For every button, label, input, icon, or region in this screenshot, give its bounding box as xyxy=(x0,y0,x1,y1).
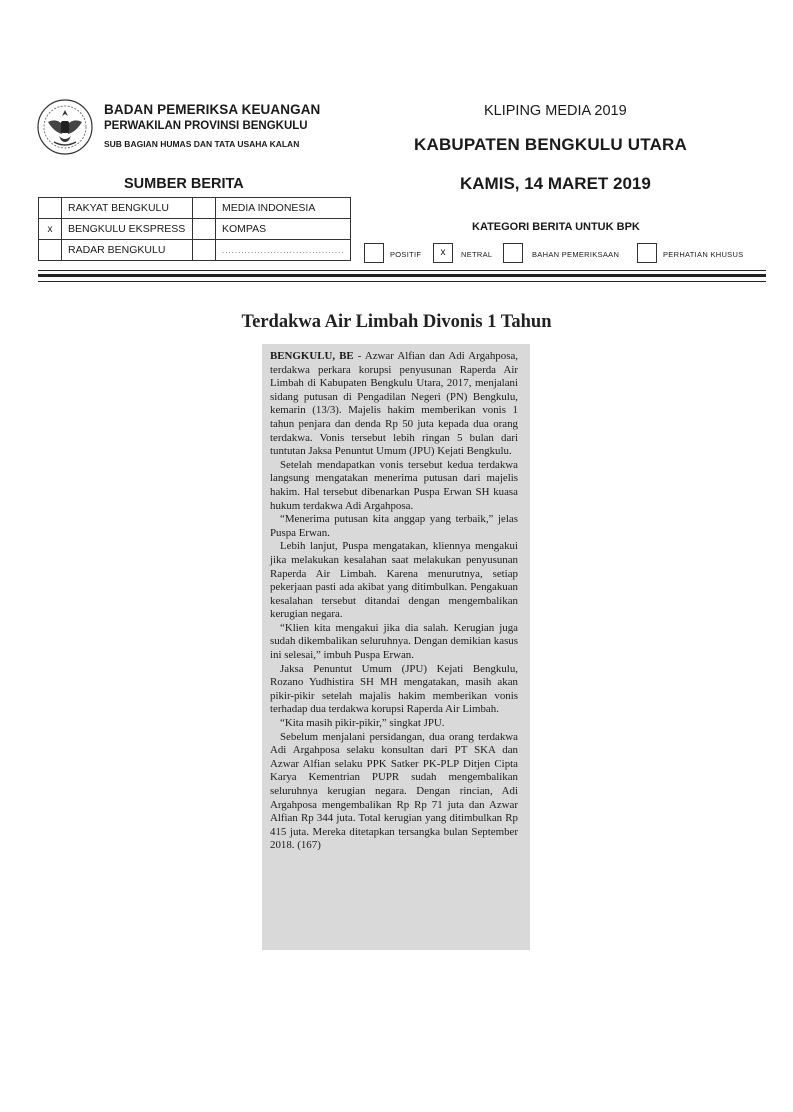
source-name: KOMPAS xyxy=(216,219,351,240)
source-row xyxy=(39,219,351,240)
kliping-title: KLIPING MEDIA 2019 xyxy=(484,103,627,119)
source-mark xyxy=(39,198,62,219)
source-name: ...................................... xyxy=(216,240,351,261)
source-row xyxy=(39,240,351,261)
source-title: SUMBER BERITA xyxy=(124,176,244,192)
source-name: BENGKULU EKSPRESS xyxy=(62,219,193,240)
category-checkbox-bahan xyxy=(503,243,523,263)
divider xyxy=(38,281,766,282)
article-dateline: BENGKULU, BE xyxy=(270,350,354,362)
category-label: NETRAL xyxy=(461,250,493,259)
category-checkbox-netral: x xyxy=(433,243,453,263)
source-mark xyxy=(193,198,216,219)
source-mark xyxy=(39,240,62,261)
source-table xyxy=(38,197,351,261)
article-paragraph: BENGKULU, BE - Azwar Alfian dan Adi Argahposa, terdakwa perkara korupsi penyusunan Raperda Air Limbah di Kabupaten Bengkulu Utara, 2017, menjalani sidang putusan di Pengadilan Negeri (PN) Bengkulu, kemarin (13/3). Majelis hakim memberikan vonis 1 tahun penjara dan denda Rp 50 juta kepada dua orang terdakwa. Vonis tersebut lebih ringan 5 bulan dari tuntutan Jaksa Penuntut Umum (JPU) Kejati Bengkulu. xyxy=(270,350,518,458)
source-mark xyxy=(193,219,216,240)
article-headline: Terdakwa Air Limbah Divonis 1 Tahun xyxy=(241,312,552,332)
category-label: POSITIF xyxy=(390,250,422,259)
source-name: MEDIA INDONESIA xyxy=(216,198,351,219)
divider xyxy=(38,274,766,277)
org-name: BADAN PEMERIKSA KEUANGAN xyxy=(104,102,321,117)
region-title: KABUPATEN BENGKULU UTARA xyxy=(414,135,688,154)
source-mark xyxy=(193,240,216,261)
article-paragraph: Setelah mendapatkan vonis tersebut kedua terdakwa langsung mengatakan menerima putusan dari majelis hakim. Hal tersebut dibenarkan Puspa Erwan SH kuasa hukum terdakwa Adi Argahposa. xyxy=(270,458,518,512)
category-label: PERHATIAN KHUSUS xyxy=(663,250,744,259)
clipping-date: KAMIS, 14 MARET 2019 xyxy=(460,174,651,193)
source-row xyxy=(39,198,351,219)
article-paragraph: Lebih lanjut, Puspa mengatakan, kliennya mengakui jika melakukan kesalahan saat melakukan penyusunan Raperda Air Limbah. Karena menurutnya, setiap pekerjaan pasti ada akibat yang ditimbulkan. Pengakuan kesalahan tersebut ditandai dengan mengembalikan kerugian negara. xyxy=(270,540,518,621)
org-branch: PERWAKILAN PROVINSI BENGKULU xyxy=(104,120,308,132)
category-checkbox-positif xyxy=(364,243,384,263)
org-subdivision: SUB BAGIAN HUMAS DAN TATA USAHA KALAN xyxy=(104,139,300,149)
article-paragraph: “Klien kita mengakui jika dia salah. Kerugian juga sudah dikembalikan seluruhnya. Dengan demikian kasus ini selesai,” imbuh Puspa Erwan. xyxy=(270,621,518,662)
article-paragraph: “Kita masih pikir-pikir,” singkat JPU. xyxy=(280,717,445,730)
category-title: KATEGORI BERITA UNTUK BPK xyxy=(472,221,640,233)
garuda-emblem-icon xyxy=(36,98,94,156)
source-mark: x xyxy=(39,219,62,240)
source-name: RAKYAT BENGKULU xyxy=(62,198,193,219)
divider xyxy=(38,270,766,271)
source-name: RADAR BENGKULU xyxy=(62,240,193,261)
article-paragraph: Jaksa Penuntut Umum (JPU) Kejati Bengkulu, Rozano Yudhistira SH MH mengatakan, masih akan pikir-pikir setelah majalis hakim memberikan vonis terhadap dua terdakwa korupsi Raperda Air Limbah. xyxy=(270,662,518,716)
category-checkbox-perhatian xyxy=(637,243,657,263)
article-paragraph: Sebelum menjalani persidangan, dua orang terdakwa Adi Argahposa selaku konsultan dari PT SKA dan Azwar Alfian selaku PPK Satker PK-PLP Ditjen Cipta Karya Kementrian PUPR sudah mengembalikan seluruhnya kerugian negara. Dengan rincian, Adi Argahposa mengembalikan Rp Rp 71 juta dan Azwar Alfian Rp 344 juta. Total kerugian yang ditimbulkan Rp 415 juta. Mereka ditetapkan tersangka bulan September 2018. (167) xyxy=(270,730,518,852)
article-paragraph: “Menerima putusan kita anggap yang terbaik,” jelas Puspa Erwan. xyxy=(270,513,518,539)
article-body xyxy=(270,350,518,853)
category-label: BAHAN PEMERIKSAAN xyxy=(532,250,620,259)
